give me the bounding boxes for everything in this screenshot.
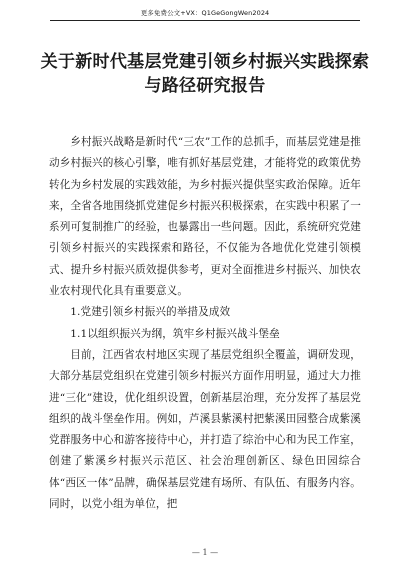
header-note: 更多免费公文+VX：Q1GeGongWen2024 [140,9,270,17]
document-body [49,132,361,515]
page-number: — 1 — [191,548,219,557]
intro-paragraph: 乡村振兴战略是新时代“三农”工作的总抓手，而基层党建是推动乡村振兴的核心引擎，唯有抓好基层党建，才能将党的政策优势转化为乡村发展的实践效能，为乡村振兴提供坚实政治保障。近年来，全省各地围绕抓党建促乡村振兴积极探索，在实践中积累了一系列可复制推广的经验，也暴露出一些问题。因此，系统研究党建引领乡村振兴的实践探索和路径，不仅能为各地优化党建引领模式、提升乡村振兴质效提供参考，更对全面推进乡村振兴、加快农业农村现代化具有重要意义。 [49,136,361,298]
header-divider [50,20,360,21]
document-title: 关于新时代基层党建引领乡村振兴实践探索与路径研究报告 [40,52,370,96]
body-paragraph: 目前，江西省农村地区实现了基层党组织全覆盖，调研发现，大部分基层党组织在党建引领乡村振兴方面作用明显，通过大力推进“三化”建设，优化组织设置，创新基层治理，充分发挥了基层党组织的战斗堡垒作用。例如，芦溪县紫溪村把紫溪田园整合成紫溪党群服务中心和游客接待中心，并打造了综治中心和为民工作室，创建了紫溪乡村振兴示范区、社会治理创新区、绿色田园综合体“西区一体”品牌，确保基层党建有场所、有队伍、有服务内容。同时，以党小组为单位，把 [49,348,361,511]
section-heading: 1.党建引领乡村振兴的举措及成效 [70,306,231,319]
subsection-heading: 1.1以组织振兴为纲，筑牢乡村振兴战斗堡垒 [70,327,280,340]
